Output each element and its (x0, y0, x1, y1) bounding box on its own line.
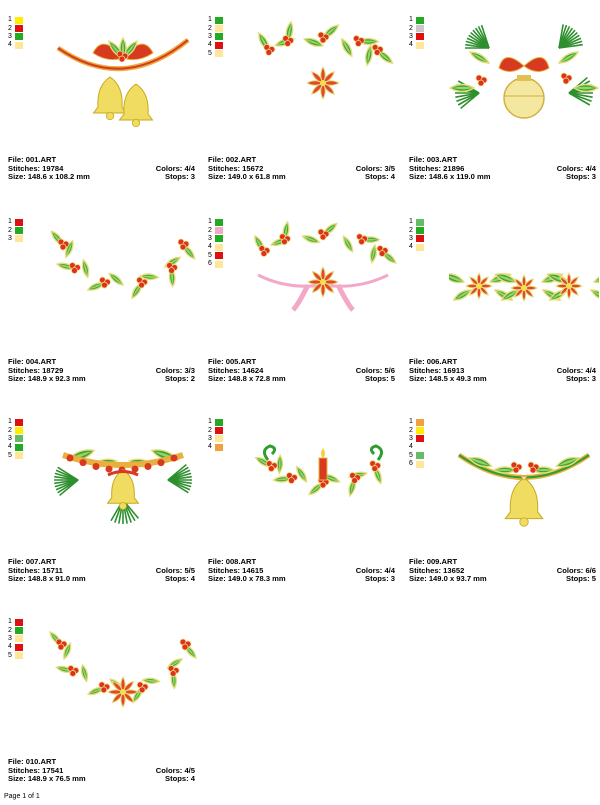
swatch-chip (15, 627, 23, 634)
file-name: File: 005.ART (208, 357, 257, 366)
swatch-number: 1 (409, 418, 413, 426)
swatch-chip (416, 444, 424, 451)
stitch-count: Stitches: 15672 (208, 163, 264, 173)
swatch-number: 1 (208, 418, 212, 426)
swatch-number: 4 (409, 443, 413, 451)
swatch-number: 4 (208, 243, 212, 251)
design-info (8, 558, 195, 584)
design-card (8, 410, 195, 605)
swatch-chip (15, 17, 23, 24)
swatch-number: 4 (409, 41, 413, 49)
color-count: Colors: 4/4 (155, 163, 195, 173)
swatch-number: 1 (8, 618, 12, 626)
color-swatch (208, 260, 223, 268)
color-swatch (409, 24, 424, 32)
swatch-chip (416, 33, 424, 40)
swatch-number: 2 (208, 226, 212, 234)
color-swatch-list (409, 16, 424, 50)
swatch-chip (215, 227, 223, 234)
color-swatch (409, 33, 424, 41)
swatch-number: 1 (8, 418, 12, 426)
swatch-chip (215, 435, 223, 442)
swatch-chip (416, 235, 424, 242)
stop-count: Stops: 3 (365, 574, 395, 584)
size-row (8, 575, 195, 584)
design-size: Size: 148.6 x 119.0 mm (409, 172, 491, 182)
poinsettia-border-icon (449, 220, 599, 335)
swatch-number: 2 (208, 426, 212, 434)
color-count: Colors: 5/6 (355, 365, 395, 375)
stop-count: Stops: 4 (365, 172, 395, 182)
design-info (8, 358, 195, 384)
holly-garland-icon (48, 220, 198, 335)
swatch-chip (416, 452, 424, 459)
color-swatch (8, 452, 23, 460)
color-swatch (208, 24, 223, 32)
swatch-number: 4 (8, 643, 12, 651)
swatch-chip (215, 252, 223, 259)
color-count: Colors: 5/5 (155, 565, 195, 575)
swatch-number: 4 (8, 41, 12, 49)
color-swatch (409, 226, 424, 234)
swatch-number: 3 (409, 234, 413, 242)
design-size: Size: 148.6 x 108.2 mm (8, 172, 90, 182)
design-info (208, 156, 395, 182)
design-size: Size: 148.9 x 76.5 mm (8, 774, 86, 784)
color-swatch (208, 418, 223, 426)
design-info (409, 358, 596, 384)
swatch-number: 1 (8, 218, 12, 226)
design-info (409, 558, 596, 584)
swatch-number: 2 (8, 226, 12, 234)
design-info (8, 758, 195, 784)
ornament-pine-icon (449, 18, 599, 133)
color-swatch (8, 443, 23, 451)
color-swatch (8, 41, 23, 49)
swatch-chip (15, 619, 23, 626)
color-swatch (409, 41, 424, 49)
swatch-chip (15, 33, 23, 40)
swatch-number: 4 (208, 443, 212, 451)
swatch-number: 5 (208, 251, 212, 259)
design-card (409, 210, 596, 405)
color-swatch-list (208, 418, 223, 452)
swatch-number: 5 (8, 651, 12, 659)
bells-bow-icon (48, 18, 198, 133)
color-swatch (208, 426, 223, 434)
swatch-number: 1 (409, 218, 413, 226)
file-name: File: 010.ART (8, 757, 57, 766)
stitch-count: Stitches: 14615 (208, 565, 264, 575)
swatch-number: 4 (208, 41, 212, 49)
color-swatch (409, 235, 424, 243)
color-swatch (208, 226, 223, 234)
size-row (208, 375, 395, 384)
color-swatch (409, 16, 424, 24)
swatch-chip (215, 444, 223, 451)
swatch-chip (15, 452, 23, 459)
swatch-number: 1 (8, 16, 12, 24)
color-swatch (8, 426, 23, 434)
color-swatch (8, 24, 23, 32)
swatch-number: 2 (208, 24, 212, 32)
stitch-count: Stitches: 14624 (208, 365, 264, 375)
color-count: Colors: 4/4 (556, 365, 596, 375)
swatch-chip (15, 227, 23, 234)
stitch-count: Stitches: 15711 (8, 565, 63, 575)
color-swatch (208, 33, 223, 41)
swatch-number: 3 (8, 32, 12, 40)
design-card (409, 8, 596, 203)
swatch-number: 3 (8, 234, 12, 242)
swatch-chip (15, 435, 23, 442)
stitch-count: Stitches: 16913 (409, 365, 465, 375)
color-swatch-list (409, 218, 424, 252)
color-swatch (8, 635, 23, 643)
color-swatch (208, 435, 223, 443)
swatch-number: 2 (8, 426, 12, 434)
design-info (409, 156, 596, 182)
size-row (8, 173, 195, 182)
color-count: Colors: 4/5 (155, 765, 195, 775)
swatch-number: 1 (208, 16, 212, 24)
color-swatch-list (208, 218, 223, 268)
size-row (8, 775, 195, 784)
swatch-number: 2 (8, 24, 12, 32)
candle-swirl-icon (248, 420, 398, 535)
color-swatch (8, 218, 23, 226)
design-size: Size: 148.8 x 91.0 mm (8, 574, 86, 584)
file-name: File: 009.ART (409, 557, 458, 566)
stop-count: Stops: 5 (365, 374, 395, 384)
swatch-number: 3 (8, 634, 12, 642)
color-swatch (8, 235, 23, 243)
stitch-count: Stitches: 19784 (8, 163, 64, 173)
color-swatch (8, 618, 23, 626)
color-swatch (8, 643, 23, 651)
swatch-chip (416, 244, 424, 251)
stop-count: Stops: 4 (165, 774, 195, 784)
design-card (409, 410, 596, 605)
swatch-chip (416, 25, 424, 32)
swatch-chip (15, 25, 23, 32)
size-row (409, 173, 596, 182)
stop-count: Stops: 2 (165, 374, 195, 384)
stitch-count: Stitches: 13652 (409, 565, 465, 575)
stitch-count: Stitches: 18729 (8, 365, 64, 375)
swatch-chip (15, 644, 23, 651)
swatch-number: 3 (208, 434, 212, 442)
swatch-number: 2 (409, 426, 413, 434)
swatch-number: 3 (208, 234, 212, 242)
swatch-chip (15, 444, 23, 451)
stop-count: Stops: 3 (566, 172, 596, 182)
color-swatch (208, 243, 223, 251)
color-count: Colors: 4/4 (355, 565, 395, 575)
color-swatch (409, 435, 424, 443)
poinsettia-swag-icon (248, 18, 398, 133)
size-row (208, 173, 395, 182)
design-card (208, 410, 395, 605)
swatch-number: 5 (208, 49, 212, 57)
swatch-chip (215, 33, 223, 40)
design-card (8, 610, 195, 805)
color-swatch (409, 418, 424, 426)
poinsettia-garland-icon (48, 620, 198, 735)
size-row (409, 575, 596, 584)
swatch-number: 3 (208, 32, 212, 40)
swatch-number: 3 (409, 434, 413, 442)
swatch-chip (215, 244, 223, 251)
color-count: Colors: 3/3 (155, 365, 195, 375)
size-row (208, 575, 395, 584)
color-count: Colors: 3/5 (355, 163, 395, 173)
stop-count: Stops: 5 (566, 574, 596, 584)
design-info (8, 156, 195, 182)
file-name: File: 004.ART (8, 357, 57, 366)
file-name: File: 003.ART (409, 155, 458, 164)
design-card (8, 210, 195, 405)
color-swatch-list (409, 418, 424, 468)
color-swatch (208, 50, 223, 58)
design-size: Size: 148.9 x 92.3 mm (8, 374, 86, 384)
swatch-number: 1 (409, 16, 413, 24)
color-swatch (208, 252, 223, 260)
color-swatch-list (208, 16, 223, 58)
stitch-count: Stitches: 21896 (409, 163, 465, 173)
color-swatch (208, 443, 223, 451)
color-swatch (409, 460, 424, 468)
color-swatch (208, 235, 223, 243)
color-swatch (8, 652, 23, 660)
design-size: Size: 149.0 x 61.8 mm (208, 172, 286, 182)
swatch-chip (416, 435, 424, 442)
color-swatch (8, 16, 23, 24)
swatch-number: 6 (208, 260, 212, 268)
file-name: File: 006.ART (409, 357, 458, 366)
design-info (208, 358, 395, 384)
swatch-chip (15, 635, 23, 642)
swatch-chip (215, 17, 223, 24)
swatch-number: 4 (8, 443, 12, 451)
swatch-chip (416, 461, 424, 468)
color-swatch (409, 452, 424, 460)
color-swatch (409, 443, 424, 451)
swatch-number: 2 (8, 626, 12, 634)
swatch-chip (215, 219, 223, 226)
swatch-chip (15, 427, 23, 434)
swatch-chip (416, 227, 424, 234)
file-name: File: 001.ART (8, 155, 57, 164)
swatch-chip (15, 419, 23, 426)
swatch-number: 6 (409, 460, 413, 468)
swatch-chip (15, 235, 23, 242)
color-swatch (8, 435, 23, 443)
swatch-chip (215, 261, 223, 268)
size-row (8, 375, 195, 384)
color-swatch (409, 243, 424, 251)
color-count: Colors: 4/4 (556, 163, 596, 173)
color-swatch (208, 16, 223, 24)
color-swatch-list (8, 618, 23, 660)
swatch-number: 5 (409, 451, 413, 459)
color-count: Colors: 6/6 (556, 565, 596, 575)
design-size: Size: 149.0 x 93.7 mm (409, 574, 487, 584)
swatch-number: 3 (8, 434, 12, 442)
design-size: Size: 148.8 x 72.8 mm (208, 374, 286, 384)
stitch-count: Stitches: 17541 (8, 765, 64, 775)
design-card (8, 8, 195, 203)
file-name: File: 002.ART (208, 155, 257, 164)
swatch-number: 2 (409, 226, 413, 234)
color-swatch (8, 226, 23, 234)
design-card (208, 8, 395, 203)
color-swatch (409, 426, 424, 434)
swatch-number: 2 (409, 24, 413, 32)
color-swatch-list (8, 418, 23, 460)
swatch-chip (215, 25, 223, 32)
design-size: Size: 149.0 x 78.3 mm (208, 574, 286, 584)
swatch-number: 5 (8, 451, 12, 459)
bell-holly-icon (48, 420, 198, 535)
stop-count: Stops: 4 (165, 574, 195, 584)
color-swatch (409, 218, 424, 226)
file-name: File: 008.ART (208, 557, 257, 566)
swatch-chip (416, 219, 424, 226)
design-size: Size: 148.5 x 49.3 mm (409, 374, 487, 384)
color-swatch (8, 418, 23, 426)
swatch-chip (15, 219, 23, 226)
page-footer: Page 1 of 1 (4, 793, 40, 800)
swatch-number: 4 (409, 243, 413, 251)
design-info (208, 558, 395, 584)
swatch-number: 3 (409, 32, 413, 40)
size-row (409, 375, 596, 384)
design-card (208, 210, 395, 405)
color-swatch (8, 626, 23, 634)
file-name: File: 007.ART (8, 557, 57, 566)
stop-count: Stops: 3 (566, 374, 596, 384)
color-swatch (8, 33, 23, 41)
poinsettia-ribbon-icon (248, 220, 398, 335)
swatch-chip (215, 42, 223, 49)
swatch-number: 1 (208, 218, 212, 226)
color-swatch (208, 218, 223, 226)
color-swatch (208, 41, 223, 49)
swatch-chip (416, 17, 424, 24)
stop-count: Stops: 3 (165, 172, 195, 182)
swatch-chip (15, 652, 23, 659)
swatch-chip (215, 427, 223, 434)
swatch-chip (215, 235, 223, 242)
color-swatch-list (8, 218, 23, 243)
color-swatch-list (8, 16, 23, 50)
swatch-chip (416, 42, 424, 49)
swatch-chip (215, 419, 223, 426)
swatch-chip (416, 419, 424, 426)
bell-bow-holly-icon (449, 420, 599, 535)
swatch-chip (215, 50, 223, 57)
swatch-chip (15, 42, 23, 49)
swatch-chip (416, 427, 424, 434)
